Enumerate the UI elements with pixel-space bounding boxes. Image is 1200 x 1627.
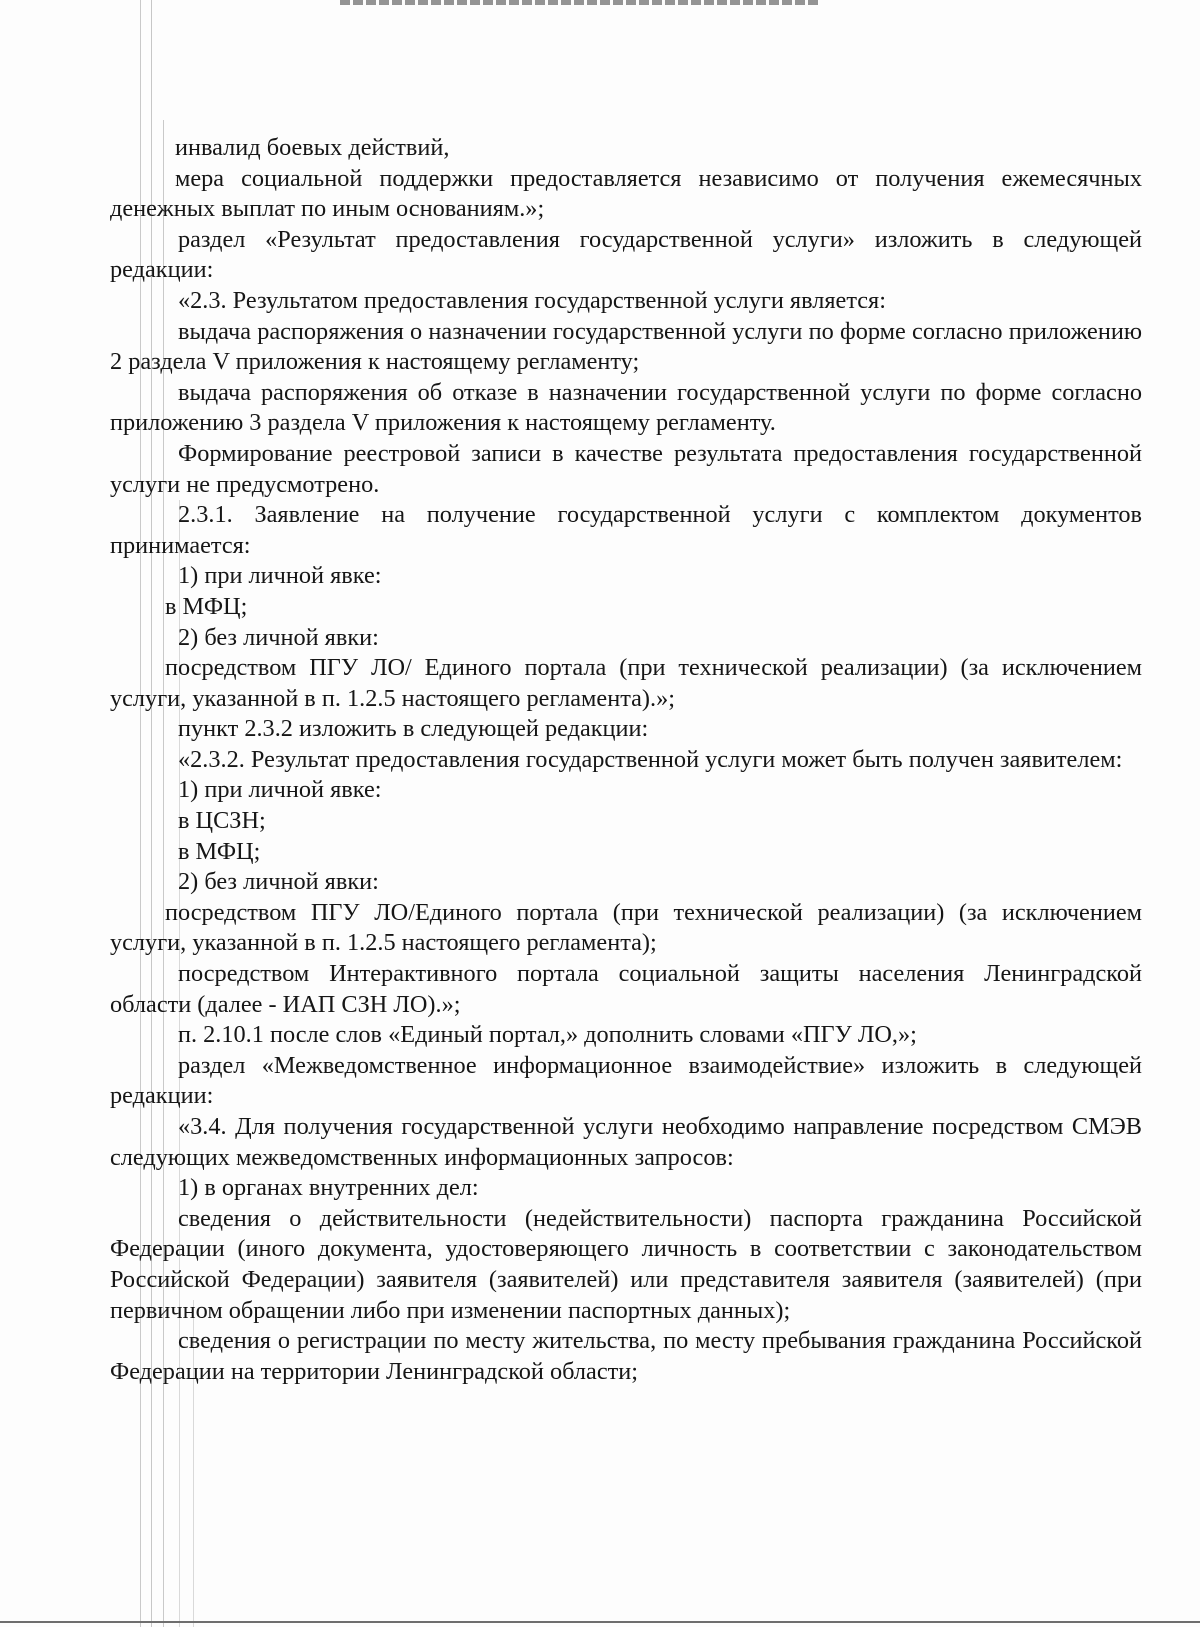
paragraph: «3.4. Для получения государственной услуги необходимо направление посредством СМЭВ следующих межведомственных информационных запросов:: [110, 1113, 1142, 1171]
paragraph: сведения о регистрации по месту жительства, по месту пребывания гражданина Российской Федерации на территории Ленинградской области;: [110, 1327, 1142, 1385]
paragraph: раздел «Межведомственное информационное взаимодействие» изложить в следующей редакции:: [110, 1051, 1142, 1110]
paragraph: в ЦСЗН;: [178, 807, 266, 835]
paragraph: 2) без личной явки:: [178, 623, 379, 651]
paragraph: сведения о действительности (недействительности) паспорта гражданина Российской Федерации (иного документа, удостоверяющего личность в соответствии с законодательством Российской Федерации) заявителя (заявителей) или представителя заявителя (заявителей) (при первичном обращении либо при изменении паспортных данных);: [110, 1204, 1142, 1324]
paragraph: выдача распоряжения о назначении государственной услуги по форме согласно приложению 2 раздела V приложения к настоящему регламенту;: [110, 317, 1142, 376]
paragraph: 2) без личной явки:: [178, 868, 379, 896]
scan-artifact-top: [340, 0, 820, 5]
paragraph: «2.3.2. Результат предоставления государственной услуги может быть получен заявителем:: [178, 745, 1123, 773]
paragraph: посредством ПГУ ЛО/ Единого портала (при технической реализации) (за исключением услуги, указанной в п. 1.2.5 настоящего регламента).»;: [110, 654, 1142, 712]
paragraph: посредством ПГУ ЛО/Единого портала (при технической реализации) (за исключением услуги, указанной в п. 1.2.5 настоящего регламента);: [110, 898, 1142, 957]
paragraph: 1) при личной явке:: [178, 562, 382, 590]
paragraph: п. 2.10.1 после слов «Единый портал,» дополнить словами «ПГУ ЛО,»;: [178, 1021, 917, 1049]
document-body: [110, 133, 1142, 1387]
paragraph: 2.3.1. Заявление на получение государственной услуги с комплектом документов принимается:: [110, 501, 1142, 559]
paragraph: пункт 2.3.2 изложить в следующей редакции:: [178, 715, 649, 743]
paragraph: раздел «Результат предоставления государственной услуги» изложить в следующей редакции:: [110, 225, 1142, 284]
paragraph: инвалид боевых действий,: [175, 134, 450, 161]
scan-artifact-bottom: [0, 1621, 1200, 1623]
paragraph: выдача распоряжения об отказе в назначении государственной услуги по форме согласно приложению 3 раздела V приложения к настоящему регламенту.: [110, 378, 1142, 437]
paragraph: в МФЦ;: [165, 592, 248, 620]
paragraph: в МФЦ;: [178, 837, 261, 865]
paragraph: 1) в органах внутренних дел:: [178, 1174, 479, 1202]
paragraph: Формирование реестровой записи в качестве результата предоставления государственной услуги не предусмотрено.: [110, 439, 1142, 498]
paragraph: 1) при личной явке:: [178, 776, 382, 804]
paragraph: «2.3. Результатом предоставления государственной услуги является:: [178, 286, 886, 314]
paragraph: посредством Интерактивного портала социальной защиты населения Ленинградской области (далее - ИАП СЗН ЛО).»;: [110, 960, 1142, 1018]
paragraph: мера социальной поддержки предоставляется независимо от получения ежемесячных денежных выплат по иным основаниям.»;: [110, 164, 1142, 223]
